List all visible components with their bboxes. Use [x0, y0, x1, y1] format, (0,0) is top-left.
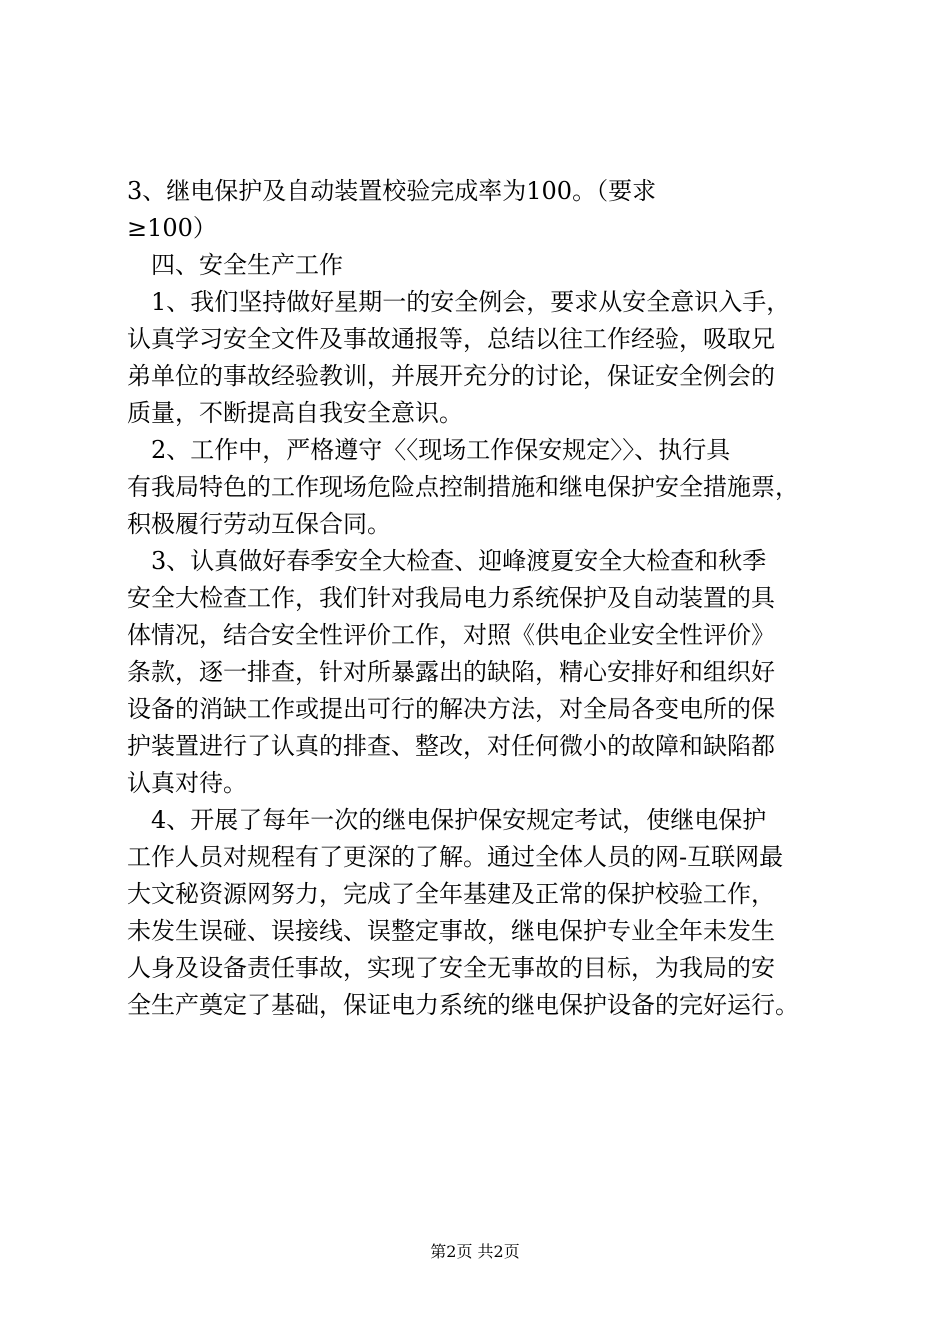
- text-line: ≥100）: [127, 214, 217, 242]
- text-line: 3、认真做好春季安全大检查、迎峰渡夏安全大检查和秋季: [127, 547, 767, 575]
- text-line: 护装置进行了认真的排查、整改，对任何微小的故障和缺陷都: [127, 732, 775, 760]
- text-line: 认真学习安全文件及事故通报等，总结以往工作经验，吸取兄: [127, 325, 775, 353]
- text-line: 全生产奠定了基础，保证电力系统的继电保护设备的完好运行。: [127, 991, 799, 1019]
- text-line: 2、工作中，严格遵守〈〈现场工作保安规定〉〉、执行具: [127, 436, 731, 464]
- text-line: 认真对待。: [127, 769, 247, 797]
- section-heading: 四、安全生产工作: [127, 251, 343, 279]
- text-line: 条款，逐一排查，针对所暴露出的缺陷，精心安排好和组织好: [127, 658, 775, 686]
- text-line: 设备的消缺工作或提出可行的解决方法，对全局各变电所的保: [127, 695, 775, 723]
- text-line: 未发生误碰、误接线、误整定事故，继电保护专业全年未发生: [127, 917, 775, 945]
- text-line: 弟单位的事故经验教训，并展开充分的讨论，保证安全例会的: [127, 362, 775, 390]
- text-line: 质量，不断提高自我安全意识。: [127, 399, 463, 427]
- text-line: 有我局特色的工作现场危险点控制措施和继电保护安全措施票，: [127, 473, 799, 501]
- page-footer: 第2页 共2页: [430, 1242, 520, 1261]
- text-line: 人身及设备责任事故，实现了安全无事故的目标，为我局的安: [127, 954, 775, 982]
- text-line: 4、开展了每年一次的继电保护保安规定考试，使继电保护: [127, 806, 767, 834]
- text-line: 积极履行劳动互保合同。: [127, 510, 391, 538]
- text-line: 安全大检查工作，我们针对我局电力系统保护及自动装置的具: [127, 584, 775, 612]
- text-line: 3、继电保护及自动装置校验完成率为100。（要求: [127, 177, 657, 205]
- text-line: 工作人员对规程有了更深的了解。通过全体人员的网-互联网最: [127, 843, 784, 871]
- text-line: 大文秘资源网努力，完成了全年基建及正常的保护校验工作，: [127, 880, 775, 908]
- text-line: 1、我们坚持做好星期一的安全例会，要求从安全意识入手，: [127, 288, 791, 316]
- text-line: 体情况，结合安全性评价工作，对照《供电企业安全性评价》: [127, 621, 775, 649]
- document-body: [127, 173, 831, 1024]
